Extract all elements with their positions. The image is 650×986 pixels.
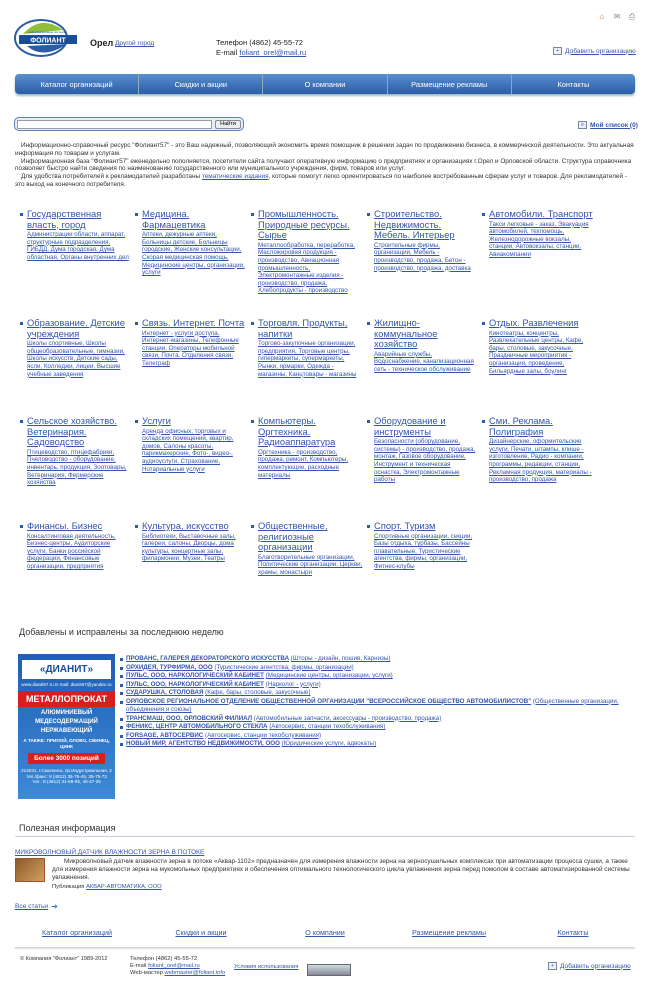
- category-title-link[interactable]: Сми. Реклама. Полиграфия: [482, 416, 594, 437]
- category-block: [20, 521, 132, 571]
- intro-p1: Информационно-справочный ресурс "Фолиант57" - это Ваш надежный, позволяющий экономить время помощник в решении задач по продвижению бизнеса, в коммерческой деятельности. Это актуальная информация по товарам и услугам.: [15, 142, 634, 157]
- week-item-name[interactable]: ОРЛОВСКОЕ РЕГИОНАЛЬНОЕ ОТДЕЛЕНИЕ ОБЩЕСТВЕННОЙ ОРГАНИЗАЦИИ "ВСЕРОССИЙСКОЕ ОБЩЕСТВО АВТОМОБИЛИСТОВ": [126, 697, 532, 705]
- category-block: [367, 521, 479, 571]
- category-title-link[interactable]: Торговля. Продукты, напитки: [251, 318, 363, 339]
- footer-nav-advertising[interactable]: Размещение рекламы: [411, 928, 487, 937]
- week-item-desc[interactable]: (Нарколог - услуги): [265, 680, 321, 688]
- logo-sub: информационные системы: [28, 30, 66, 34]
- article-image[interactable]: [15, 858, 45, 882]
- nav-catalog[interactable]: Каталог организаций: [15, 74, 139, 94]
- intro-p3-a: Для удобства потребителей к рекламодателей разработаны: [21, 173, 201, 181]
- footer-email-label: E-mail: [130, 963, 147, 969]
- week-item-name[interactable]: ПУЛЬС, ООО, НАРКОЛОГИЧЕСКИЙ КАБИНЕТ: [126, 672, 264, 679]
- category-subs[interactable]: Металлообработка, переработка, Масложировая продукция - производство, Авиационная промышленность, Электромонтажные изделия - производство, продажа, Хлебопродукты - производство: [258, 241, 355, 295]
- useful-divider: [15, 836, 635, 837]
- copyright: © Компания "Фолиант" 1989-2012: [20, 956, 108, 962]
- category-block: [135, 318, 247, 368]
- all-articles-link[interactable]: Все статьи: [15, 903, 49, 910]
- banner-qty: Более 3000 позиций: [28, 753, 105, 764]
- my-list[interactable]: [578, 121, 638, 129]
- mail-icon[interactable]: ✉: [613, 12, 621, 21]
- category-title-link[interactable]: Строительство. Недвижимость. Мебель. Интерьер: [367, 209, 479, 241]
- print-icon[interactable]: ⎙: [628, 11, 636, 21]
- category-block: [135, 521, 247, 563]
- add-org-top-link[interactable]: Добавить организацию: [565, 47, 636, 55]
- footer-nav-about[interactable]: О компании: [305, 928, 345, 937]
- category-title-link[interactable]: Отдых. Развлечения: [482, 318, 594, 329]
- category-subs[interactable]: Библиотеки, Выставочные залы, галереи, салоны, Дворцы, дома культуры, концертные залы, филармонии, Музеи, Театры: [142, 532, 236, 563]
- banner-also: А ТАКЖЕ: ПРИПОЙ, ОЛОВО, СВИНЕЦ, ЦИНК: [23, 738, 110, 749]
- category-subs[interactable]: Кинотеатры, концентры, Развлекательные центры, Кафе, бары, столовые, закусочные, Праздничные мероприятия - организация, проведение, Бильярдные залы, боулинг: [489, 329, 584, 375]
- category-subs[interactable]: Безопасности (оборудование, системы) - производство, продажа, монтаж, Газовое оборудование, Инструмент и техническая оснастка, Электромонтажные работы: [374, 438, 476, 484]
- intro-p2: Информационная база "Фолиант57" еженедельно пополняется, посетители сайта получают оперативную информацию о предприятиях и организациях г.Орел и Орловской области. Структура справочника позволяет быстро найти сведения по наименованию государственного или муниципального учреждения, фирм, товаров или услуг.: [15, 157, 632, 173]
- week-item-name[interactable]: НОВЫЙ МИР, АГЕНТСТВО НЕДВИЖИМОСТИ, ООО: [126, 740, 280, 747]
- category-subs[interactable]: Администрации области, аппарат, структурные подразделения, ГИБДД, Дума городская, Дума областная, Органы внутренних дел: [27, 231, 129, 261]
- header-email-row: [216, 48, 306, 58]
- article-text: Микроволновый датчик влажности зерна в потоке «Аквар-1102» предназначен для измерения влажности зерна на зерносушильных комплексах при автоматизации процесса сушки, а также для измерения влажности зерна на мукомольных предприятиях и обеспечения оптимального технологического цикла увлажнения зерна перед помолом в составе автоматизированной системы увлажнения.: [52, 858, 630, 881]
- week-item-desc[interactable]: (Юридические услуги, адвокаты): [281, 740, 377, 747]
- category-title-link[interactable]: Сельское хозяйство. Ветеринария. Садоводство: [20, 416, 132, 448]
- category-title-link[interactable]: Медицина. Фармацевтика: [135, 209, 247, 230]
- category-title-link[interactable]: Спорт. Туризм: [367, 521, 479, 532]
- category-block: [20, 416, 132, 487]
- email-label: E-mail: [216, 47, 238, 57]
- category-title-link[interactable]: Автомобили. Транспорт: [482, 209, 594, 220]
- article-publisher: [52, 884, 162, 890]
- category-title-link[interactable]: Государственная власть, город: [20, 209, 132, 230]
- banner-addr: 214031, г.Смоленск, пр.Индустриальная, 2: [21, 768, 112, 774]
- ad-banner[interactable]: [18, 654, 115, 799]
- footer-divider: [15, 947, 635, 950]
- header-phone: Телефон (4862) 45-55-72: [216, 38, 303, 47]
- add-org-bottom[interactable]: [548, 962, 631, 970]
- week-item-name[interactable]: FORSAGE, АВТОСЕРВИС: [126, 731, 204, 739]
- category-block: [367, 209, 479, 272]
- week-item: [120, 689, 635, 698]
- week-item: [120, 681, 635, 690]
- category-title-link[interactable]: Жилищно-коммунальное хозяйство: [367, 318, 479, 350]
- add-doc-icon: +: [553, 47, 562, 55]
- banner-tel1: тел./факс: 8 (4812) 35-75-45, 35-75-73: [26, 773, 107, 779]
- nav-advertising[interactable]: Размещение рекламы: [388, 74, 512, 94]
- category-title-link[interactable]: Образование. Детские учреждения: [20, 318, 132, 339]
- search-input[interactable]: [17, 120, 212, 129]
- week-item-desc[interactable]: (Общественные организации, объединения и союзы): [126, 697, 619, 713]
- change-city-link[interactable]: Другой город: [115, 40, 155, 47]
- intro-p3: [15, 173, 635, 189]
- nav-discounts[interactable]: Скидки и акции: [139, 74, 263, 94]
- category-block: [482, 318, 594, 375]
- banner-tel2: тел.: 8 (4812) 31-69-05, 40-47-25: [32, 779, 101, 785]
- city-name: Орел: [90, 38, 114, 48]
- pub-link[interactable]: АКВАР-АВТОМАТИКА, ООО: [86, 884, 162, 890]
- category-block: [135, 209, 247, 277]
- category-block: [367, 416, 479, 484]
- week-item: [120, 664, 635, 673]
- week-heading: Добавлены и исправлены за последнюю неделю: [19, 627, 224, 637]
- week-item-name[interactable]: СУДАРУШКА, СТОЛОВАЯ: [126, 689, 204, 696]
- footer-webmaster-link[interactable]: webmaster@foliant.info: [164, 970, 226, 976]
- category-block: [20, 318, 132, 378]
- banner-title: МЕТАЛЛОПРОКАТ: [18, 691, 115, 707]
- category-title-link[interactable]: Оборудование и инструменты: [367, 416, 479, 437]
- category-block: [251, 416, 363, 479]
- category-title-link[interactable]: Промышленность. Природные ресурсы. Сырье: [251, 209, 363, 241]
- footer-email-link[interactable]: foliant_orel@mail.ru: [148, 963, 200, 969]
- week-item-name[interactable]: ПРОВАНС, ГАЛЕРЕЯ ДЕКОРАТОРСКОГО ИСКУССТВА: [126, 655, 290, 662]
- category-block: [20, 209, 132, 262]
- category-block: [367, 318, 479, 374]
- category-subs[interactable]: Спортивные организации, секции, Базы отдыха, турбазы, Бассейны плавательные, Туристические агентства, фирмы, организации, Фитнес-клубы: [374, 532, 473, 570]
- category-block: [482, 209, 594, 259]
- category-subs[interactable]: Консалтинговая деятельность, Бизнес-центры, Аудиторские услуги, Банки российской федерации, Финансовые организации, предприятия: [27, 532, 116, 570]
- category-subs[interactable]: Аренда офисных, торговых и складских помещений, квартир, домов, Салоны красоты, парикмахерские, Фото-, видео-, аудиоуслуги, Страхование, Нотариальные услуги: [142, 427, 234, 473]
- foliant-logo[interactable]: [13, 16, 79, 60]
- footer-email-row: [130, 963, 225, 970]
- logo-text: ФОЛИАНТ: [30, 37, 66, 45]
- footer-nav-discounts[interactable]: Скидки и акции: [175, 928, 227, 937]
- week-item-name[interactable]: ФЕНИКС, ЦЕНТР АВТОМОБИЛЬНОГО СТЕКЛА: [126, 723, 268, 730]
- category-title-link[interactable]: Культура, искусство: [135, 521, 247, 532]
- category-block: [251, 209, 363, 295]
- banner-web: www.dianit67.ru E-mail: dianit67@yandex.ru: [21, 682, 112, 687]
- category-subs[interactable]: Строительные фирмы, организации, Мебель - производство, продажа, Бетон - производство, продажа, доставка: [374, 241, 471, 272]
- week-item-desc[interactable]: (Автосервис, станции техобслуживания): [269, 723, 386, 730]
- footer-web-row: [130, 970, 225, 977]
- add-doc-icon: +: [548, 962, 557, 970]
- header-contact: [216, 38, 306, 57]
- intro-text: [15, 142, 635, 189]
- banner-line-3: НЕРЖАВЕЮЩИЙ: [40, 727, 93, 734]
- list-icon: ≡: [578, 121, 587, 129]
- category-subs[interactable]: Благотворительные организации, Политические организации, Церкви, храмы, монастыри: [258, 553, 363, 576]
- search-button[interactable]: Найти: [215, 120, 241, 129]
- counter-badge[interactable]: [307, 964, 351, 976]
- pub-label: Публикация: [52, 884, 85, 890]
- add-org-top[interactable]: [553, 47, 636, 55]
- header-email-link[interactable]: foliant_orel@mail.ru: [239, 47, 307, 57]
- category-title-link[interactable]: Общественные, религиозные организации: [251, 521, 363, 553]
- week-item-desc[interactable]: (Шторы - дизайн, пошив, Карнизы): [290, 655, 391, 662]
- week-item-desc[interactable]: (Автосервис, станции техобслуживания): [205, 731, 322, 739]
- week-item: [120, 740, 635, 749]
- add-org-bottom-link[interactable]: Добавить организацию: [560, 962, 631, 970]
- week-item: [120, 715, 635, 724]
- category-subs[interactable]: Торгово-закупочные организации, предприятия, Торговые центры, гипермаркеты, супермаркеты, Рынки, ярмарки, Одежда - магазины, Канцтовары - магазины: [258, 340, 357, 378]
- week-item-name[interactable]: ТРАНСМАШ, ООО, ОРЛОВСКИЙ ФИЛИАЛ: [126, 714, 253, 722]
- week-item: [120, 732, 635, 741]
- footer-nav-contacts[interactable]: Контакты: [557, 928, 589, 937]
- category-subs[interactable]: Дизайнерские, оформительские услуги, Печати, штампы, клише - изготовление, Радио - компании, программы, редакции, станции, Рекламная продукция, материалы - производство, продажа: [489, 438, 592, 484]
- category-block: [135, 416, 247, 473]
- footer-nav-catalog[interactable]: Каталог организаций: [41, 928, 112, 937]
- category-subs[interactable]: Такси легковые - заказ, Эвакуация автомобилей, техпомощь, Железнодорожные вокзалы, станции, Автовокзалы, станции, Авиакомпании: [489, 220, 589, 258]
- my-list-link[interactable]: Мой список (0): [590, 121, 638, 129]
- week-item-desc[interactable]: (Медицинские центры, организации, услуги): [265, 672, 393, 679]
- category-subs[interactable]: Аварийные службы, Водоснабжение, канализационная сеть - техническое обслуживание: [374, 350, 474, 373]
- category-subs[interactable]: Интернет - услуги доступа, Интернет-магазины, Телефонные станции, Операторы мобильной связи, Почта. Отделения связи, Телеграф: [142, 329, 239, 367]
- category-block: [482, 416, 594, 484]
- category-block: [251, 318, 363, 378]
- thematic-link[interactable]: тематические издания: [201, 173, 269, 181]
- terms-link[interactable]: Условия использования: [234, 964, 299, 970]
- week-item-desc[interactable]: (Туристические агентства, фирмы, организации): [214, 663, 354, 671]
- week-item: [120, 672, 635, 681]
- article-title-link[interactable]: МИКРОВОЛНОВЫЙ ДАТЧИК ВЛАЖНОСТИ ЗЕРНА В ПОТОКЕ: [15, 849, 205, 856]
- week-item-name[interactable]: ОРХИДЕЯ, ТУРФИРМА, ООО: [126, 663, 213, 671]
- intro-p3-b: , которые помогут легко ориентироваться по наиболее востребованным сферам услуг и товаров. Для рекламодателей - это выход на конечного потребителя.: [15, 173, 627, 188]
- banner-line-2: МЕДЕСОДЕРЖАЩИЙ: [35, 718, 98, 725]
- week-item-name[interactable]: ПУЛЬС, ООО, НАРКОЛОГИЧЕСКИЙ КАБИНЕТ: [126, 680, 264, 688]
- category-title-link[interactable]: Услуги: [135, 416, 247, 427]
- week-item-desc[interactable]: (Автомобильные запчасти, аксессуары - производство, продажа): [253, 714, 442, 722]
- category-subs[interactable]: Школы спортивные, Школы общеобразовательные, гимназии, Школы искусств, Детские сады, ясли, Колледжи, лицеи, Высшие учебные заведения: [27, 340, 125, 378]
- nav-contacts[interactable]: Контакты: [557, 79, 590, 89]
- category-title-link[interactable]: Связь. Интернет. Почта: [135, 318, 247, 329]
- category-title-link[interactable]: Компьютеры. Оргтехника. Радиоаппаратура: [251, 416, 363, 448]
- nav-about[interactable]: О компании: [263, 74, 387, 94]
- category-subs[interactable]: Оргтехника - производство, продажа, ремонт, Компьютеры, комплектующие, расходные материалы: [258, 448, 348, 479]
- footer-contact: [130, 956, 225, 977]
- category-block: [251, 521, 363, 577]
- category-subs[interactable]: Птицеводство, птицефабрики, Пчеловодство - оборудование, инвентарь, продукция, Зоотовары, Ветеринария, Фермерские хозяйства: [27, 448, 127, 487]
- footer-nav: [15, 928, 635, 940]
- banner-line-1: АЛЮМИНИЕВЫЙ: [40, 709, 93, 716]
- home-icon[interactable]: ⌂: [599, 12, 605, 21]
- week-item: [120, 723, 635, 732]
- footer-web-label: Web-мастер: [130, 970, 163, 976]
- main-nav: [15, 74, 635, 94]
- week-item-desc[interactable]: (Кафе, бары, столовые, закусочные): [205, 689, 311, 696]
- banner-brand: «ДИАНИТ»: [22, 660, 111, 679]
- arrow-right-icon: ➔: [51, 902, 58, 911]
- category-subs[interactable]: Аптеки, дежурные аптеки, Больницы детские, Больницы городские, Женские консультации, Скорая медицинская помощь, Медицинские центры, организации, услуги: [142, 231, 245, 277]
- search-bar: [14, 117, 244, 131]
- footer-phone: Телефон (4862) 45-55-72: [130, 956, 198, 962]
- top-icons: [597, 12, 637, 21]
- week-item: [120, 698, 635, 715]
- useful-heading: Полезная информация: [19, 823, 116, 833]
- week-item: [120, 655, 635, 664]
- category-title-link[interactable]: Финансы. Бизнес: [20, 521, 132, 532]
- all-articles[interactable]: [15, 902, 58, 911]
- week-list: [120, 655, 635, 749]
